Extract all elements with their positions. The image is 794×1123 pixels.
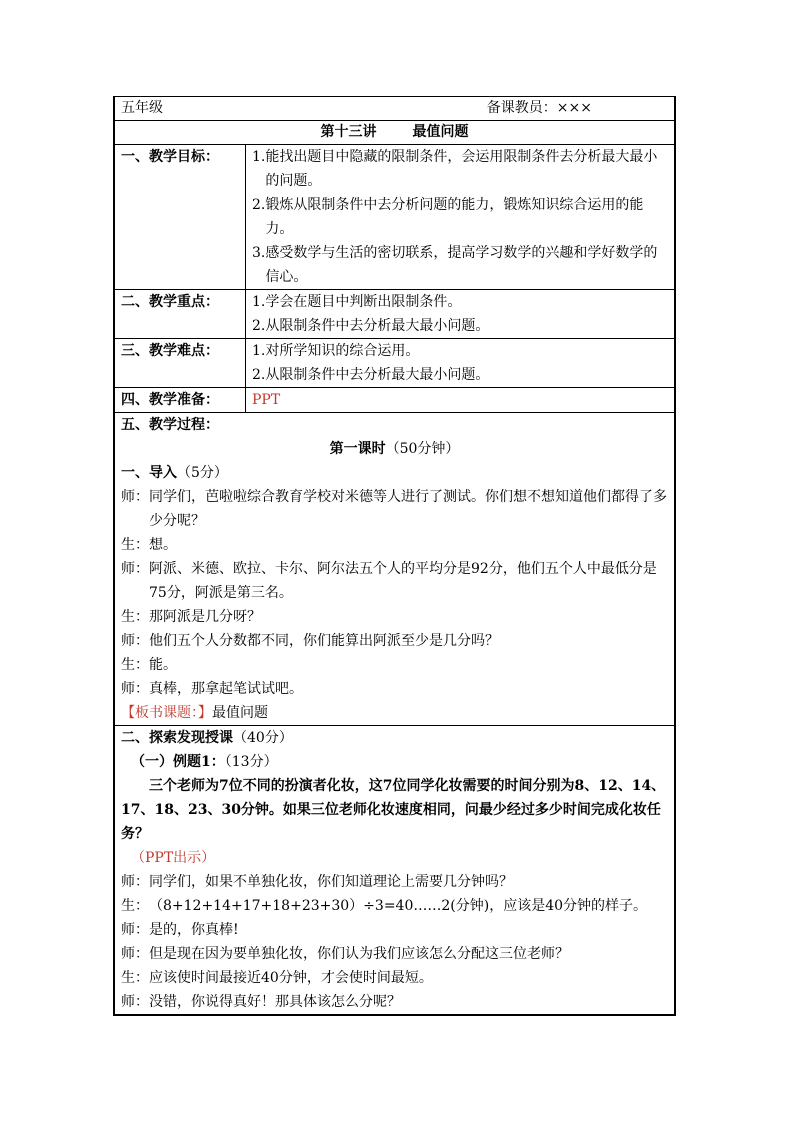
dialogue-line: 师： 同学们，芭啦啦综合教育学校对米德等人进行了测试。你们想不想知道他们都得了多少分呢？ <box>121 489 667 529</box>
dialogue-line: 师： 同学们，如果不单独化妆，你们知道理论上需要几分钟吗？ <box>121 874 513 890</box>
dialogue-line: 生： 能。 <box>121 657 177 673</box>
difficulties-label: 三、教学难点： <box>115 339 246 388</box>
example-problem: 三个老师为7位不同的扮演者化妆，这7位同学化妆需要的时间分别为8、12、14、17、18、23、30分钟。如果三位老师化妆速度相同，问最少经过多少时间完成化妆任务？ <box>121 778 666 842</box>
dialogue-line: 生： （8+12+14+17+18+23+30）÷3=40……2(分钟)，应该是40分钟的样子。 <box>121 898 648 914</box>
dialogue-line: 师： 真棒，那拿起笔试试吧。 <box>121 681 303 697</box>
board-title: 【板书课题：】最值问题 <box>121 705 268 721</box>
lesson-number: 第十三讲 <box>320 124 377 140</box>
dialogue-line: 生： 想。 <box>121 537 177 553</box>
lesson-plan-table <box>113 96 676 1016</box>
difficulty-item: 2. 从限制条件中去分析最大最小问题。 <box>252 367 490 383</box>
ppt-note: （PPT出示） <box>131 850 216 866</box>
dialogue-line: 师： 阿派、米德、欧拉、卡尔、阿尔法五个人的平均分是92分，他们五个人中最低分是75分，阿派是第三名。 <box>121 561 657 601</box>
difficulties-content <box>246 339 675 388</box>
prep-label: 四、教学准备： <box>115 388 246 413</box>
period-heading: 第一课时（50分钟） <box>329 441 460 457</box>
lesson-topic: 最值问题 <box>412 124 469 140</box>
dialogue-line: 生： 那阿派是几分呀？ <box>121 609 261 625</box>
header-row <box>115 97 675 121</box>
key-point-item: 1. 学会在题目中判断出限制条件。 <box>252 294 462 310</box>
key-points-content <box>246 290 675 339</box>
prep-value: PPT <box>246 388 675 413</box>
process-section <box>115 413 675 726</box>
lesson-title <box>115 121 675 145</box>
key-points-label: 二、教学重点： <box>115 290 246 339</box>
dialogue-line: 师： 没错，你说得真好！那具体该怎么分呢？ <box>121 994 401 1010</box>
dialogue-line: 师： 但是现在因为要单独化妆，你们认为我们应该怎么分配这三位老师？ <box>121 946 569 962</box>
goals-label: 一、教学目标： <box>115 145 246 290</box>
teacher-label: 备课教员：××× <box>486 100 592 116</box>
dialogue-line: 师： 是的，你真棒! <box>121 922 239 938</box>
difficulty-item: 1. 对所学知识的综合运用。 <box>252 343 420 359</box>
goal-item: 3. 感受数学与生活的密切联系，提高学习数学的兴趣和学好数学的信心。 <box>252 245 658 285</box>
key-point-item: 2. 从限制条件中去分析最大最小问题。 <box>252 318 490 334</box>
grade-label: 五年级 <box>121 100 163 116</box>
dialogue-line: 师： 他们五个人分数都不同，你们能算出阿派至少是几分吗？ <box>121 633 499 649</box>
goal-item: 2. 锻炼从限制条件中去分析问题的能力，锻炼知识综合运用的能力。 <box>252 197 644 237</box>
explore-heading: 二、探索发现授课（40分） <box>121 730 293 746</box>
goal-item: 1. 能找出题目中隐藏的限制条件，会运用限制条件去分析最大最小的问题。 <box>252 149 658 189</box>
example-heading: （一）例题1：（13分） <box>131 754 278 770</box>
process-label: 五、教学过程： <box>121 417 219 433</box>
dialogue-line: 生： 应该使时间最接近40分钟，才会使时间最短。 <box>121 970 433 986</box>
goals-content <box>246 145 675 290</box>
explore-section <box>115 726 675 1015</box>
intro-heading: 一、导入（5分） <box>121 465 228 481</box>
